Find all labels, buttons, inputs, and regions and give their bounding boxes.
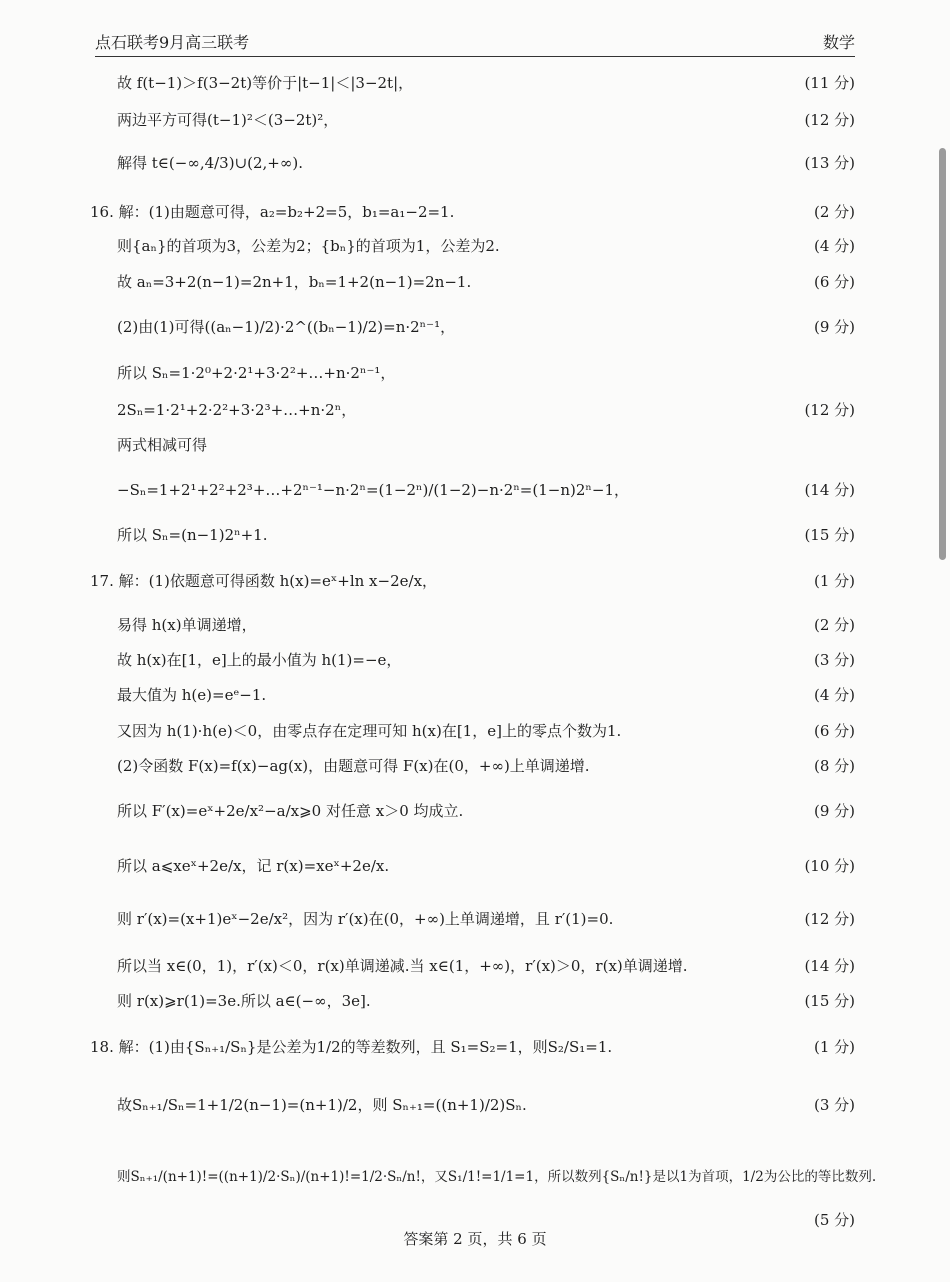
subject-label: 数学 <box>822 33 855 52</box>
solution-line: −Sₙ=1+2¹+2²+2³+…+2ⁿ⁻¹−n·2ⁿ=(1−2ⁿ)/(1−2)−n·2ⁿ=(1−n)2ⁿ−1， (14 分) <box>0 475 950 505</box>
solution-line: 所以 a⩽xeˣ+2e/x，记 r(x)=xeˣ+2e/x. (10 分) <box>0 851 950 881</box>
score-marker: (15 分) <box>804 526 855 544</box>
score-marker: (5 分) <box>813 1211 855 1229</box>
solution-line: (2)令函数 F(x)=f(x)−ag(x)，由题意可得 F(x)在(0，+∞)上单调递增. (8 分) <box>0 751 950 781</box>
score-marker: (2 分) <box>813 203 855 221</box>
solution-line: 17. 解：(1)依题意可得函数 h(x)=eˣ+ln x−2e/x， (1 分) <box>0 566 950 596</box>
page-footer: 答案第 2 页，共 6 页 <box>403 1230 547 1248</box>
solution-line: 最大值为 h(e)=eᵉ−1. (4 分) <box>0 680 950 710</box>
solution-line: 故 h(x)在[1，e]上的最小值为 h(1)=−e， (3 分) <box>0 645 950 675</box>
solution-line: 则Sₙ₊₁/(n+1)!=((n+1)/2·Sₙ)/(n+1)!=1/2·Sₙ/n!，又S₁/1!=1/1=1，所以数列{Sₙ/n!}是以1为首项，1/2为公比的等比数列. <box>117 1169 877 1185</box>
solution-line: 2Sₙ=1·2¹+2·2²+3·2³+…+n·2ⁿ， (12 分) <box>0 395 950 425</box>
solution-line: (2)由(1)可得((aₙ−1)/2)·2^((bₙ−1)/2)=n·2ⁿ⁻¹， (9 分) <box>0 312 950 342</box>
score-marker: (10 分) <box>804 857 855 875</box>
score-marker: (12 分) <box>804 910 855 928</box>
score-marker: (11 分) <box>804 74 855 92</box>
score-marker: (13 分) <box>804 154 855 172</box>
solution-line: 两边平方可得(t−1)²＜(3−2t)²， (12 分) <box>0 105 950 135</box>
exam-title: 点石联考9月高三联考 <box>95 33 250 52</box>
solution-line: 两式相减可得 <box>117 436 208 454</box>
score-marker: (4 分) <box>813 237 855 255</box>
solution-line: 则 r(x)⩾r(1)=3e.所以 a∈(−∞，3e]. (15 分) <box>0 986 950 1016</box>
solution-line: 故Sₙ₊₁/Sₙ=1+1/2(n−1)=(n+1)/2，则 Sₙ₊₁=((n+1)/2)Sₙ. (3 分) <box>0 1090 950 1120</box>
solution-line: 所以 Sₙ=1·2⁰+2·2¹+3·2²+…+n·2ⁿ⁻¹， <box>117 364 396 382</box>
score-marker: (2 分) <box>813 616 855 634</box>
solution-line: 所以 Sₙ=(n−1)2ⁿ+1. (15 分) <box>0 520 950 550</box>
solution-line: 故 aₙ=3+2(n−1)=2n+1，bₙ=1+2(n−1)=2n−1. (6 分) <box>0 267 950 297</box>
solution-line: 则{aₙ}的首项为3，公差为2；{bₙ}的首项为1，公差为2. (4 分) <box>0 231 950 261</box>
solution-line: 易得 h(x)单调递增， (2 分) <box>0 610 950 640</box>
solution-line: 故 f(t−1)＞f(3−2t)等价于|t−1|＜|3−2t|， (11 分) <box>0 68 950 98</box>
score-marker: (3 分) <box>813 1096 855 1114</box>
vertical-scrollbar[interactable] <box>939 148 946 560</box>
score-marker: (8 分) <box>813 757 855 775</box>
solution-line: 所以 F′(x)=eˣ+2e/x²−a/x⩾0 对任意 x＞0 均成立. (9 分) <box>0 796 950 826</box>
score-marker: (9 分) <box>813 802 855 820</box>
score-marker: (3 分) <box>813 651 855 669</box>
score-marker: (1 分) <box>813 1038 855 1056</box>
solution-line: 18. 解：(1)由{Sₙ₊₁/Sₙ}是公差为1/2的等差数列，且 S₁=S₂=1，则S₂/S₁=1. (1 分) <box>0 1032 950 1062</box>
score-marker: (15 分) <box>804 992 855 1010</box>
solution-line: 所以当 x∈(0，1)，r′(x)＜0，r(x)单调递减.当 x∈(1，+∞)，r′(x)＞0，r(x)单调递增. (14 分) <box>0 951 950 981</box>
solution-line: 解得 t∈(−∞,4/3)∪(2,+∞). (13 分) <box>0 148 950 178</box>
solution-line: 则 r′(x)=(x+1)eˣ−2e/x²，因为 r′(x)在(0，+∞)上单调递增，且 r′(1)=0. (12 分) <box>0 904 950 934</box>
score-marker: (12 分) <box>804 111 855 129</box>
score-marker: (1 分) <box>813 572 855 590</box>
score-marker: (9 分) <box>813 318 855 336</box>
page-header <box>95 26 855 57</box>
score-marker: (4 分) <box>813 686 855 704</box>
score-marker: (12 分) <box>804 401 855 419</box>
score-marker: (6 分) <box>813 273 855 291</box>
solution-line: 又因为 h(1)·h(e)＜0，由零点存在定理可知 h(x)在[1，e]上的零点个数为1. (6 分) <box>0 716 950 746</box>
solution-line: 16. 解：(1)由题意可得，a₂=b₂+2=5，b₁=a₁−2=1. (2 分) <box>0 197 950 227</box>
score-marker: (14 分) <box>804 957 855 975</box>
score-marker: (6 分) <box>813 722 855 740</box>
score-marker: (14 分) <box>804 481 855 499</box>
